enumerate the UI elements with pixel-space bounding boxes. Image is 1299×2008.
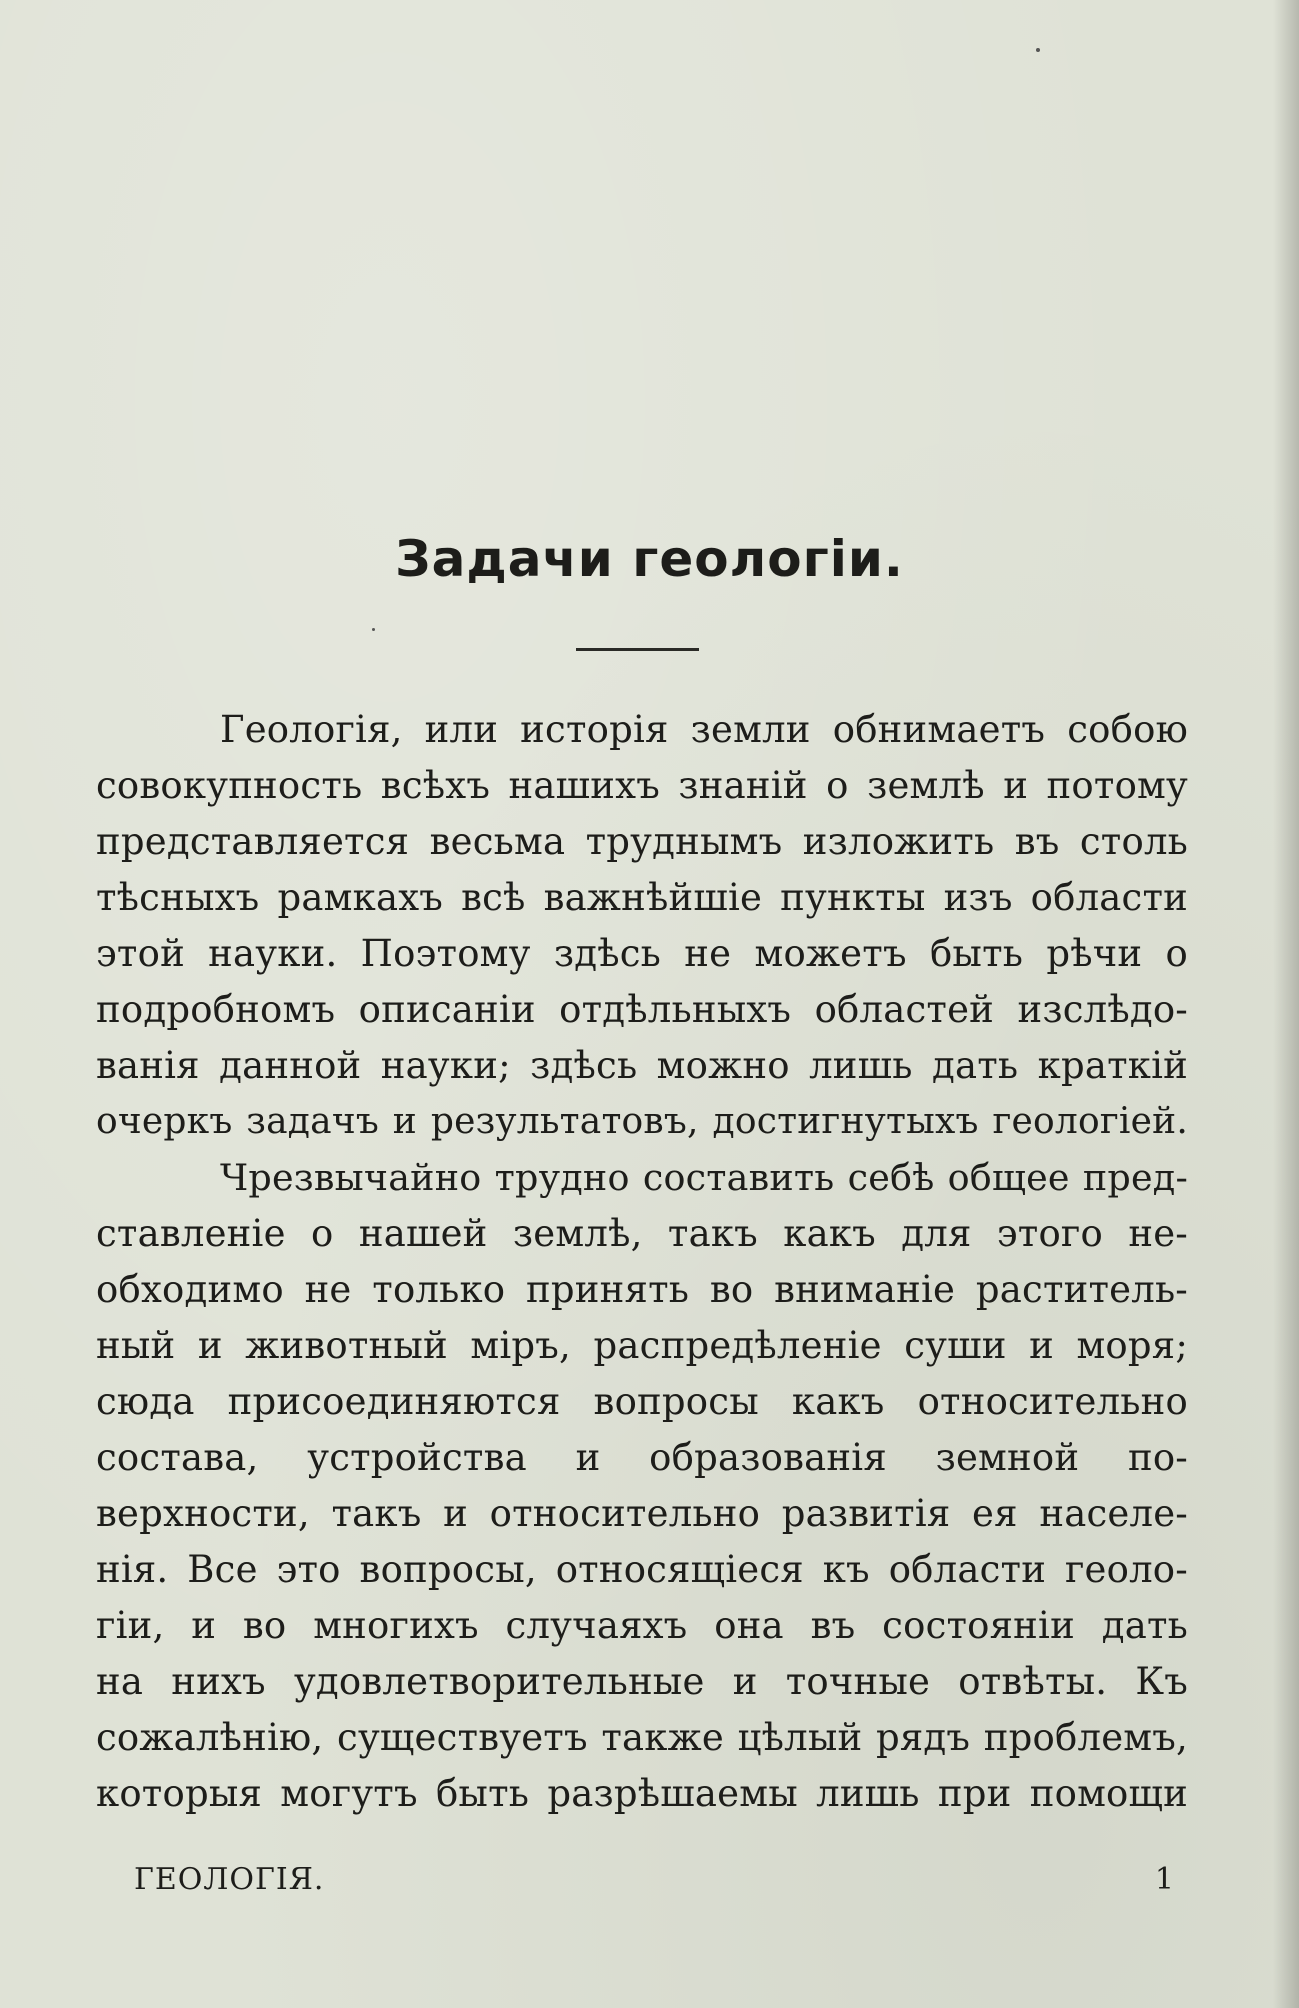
- text-line: сожалѣнію, существуетъ также цѣлый рядъ проблемъ,: [96, 1716, 1188, 1759]
- page-footer: [134, 1860, 1174, 1900]
- chapter-title: [0, 530, 1299, 588]
- text-line: на нихъ удовлетворительные и точные отвѣты. Къ: [96, 1660, 1188, 1703]
- paper-speck: [372, 628, 375, 631]
- text-line: представляется весьма труднымъ изложить въ столь: [96, 820, 1188, 863]
- body-text: [96, 702, 1188, 1822]
- text-line: состава, устройства и образованія земной по-: [96, 1436, 1188, 1479]
- text-line: тѣсныхъ рамкахъ всѣ важнѣйшіе пункты изъ области: [96, 876, 1188, 919]
- text-line: Чрезвычайно трудно составить себѣ общее пред-: [220, 1156, 1188, 1199]
- text-line: гіи, и во многихъ случаяхъ она въ состояніи дать: [96, 1604, 1188, 1647]
- title-rule: [576, 648, 699, 651]
- text-line: обходимо не только принять во вниманіе раститель-: [96, 1268, 1188, 1311]
- page-edge-shadow: [1273, 0, 1299, 2008]
- signature-mark: ГЕОЛОГІЯ.: [134, 1862, 325, 1897]
- paper-speck: [1036, 48, 1040, 52]
- chapter-title-text: Задачи геологіи.: [395, 530, 904, 588]
- text-line: очеркъ задачъ и результатовъ, достигнутыхъ геологіей.: [96, 1101, 1188, 1142]
- text-line: ный и животный міръ, распредѣленіе суши и моря;: [96, 1324, 1188, 1367]
- text-line: ванія данной науки; здѣсь можно лишь дать краткій: [96, 1044, 1188, 1087]
- text-line: этой науки. Поэтому здѣсь не можетъ быть рѣчи о: [96, 932, 1188, 975]
- page-number: 1: [1154, 1862, 1174, 1897]
- text-line: ставленіе о нашей землѣ, такъ какъ для этого не-: [96, 1212, 1188, 1255]
- text-line: верхности, такъ и относительно развитія ея населе-: [96, 1492, 1188, 1535]
- text-line: нія. Все это вопросы, относящіеся къ области геоло-: [96, 1548, 1188, 1591]
- text-line: совокупность всѣхъ нашихъ знаній о землѣ и потому: [96, 764, 1188, 807]
- text-line: Геологія, или исторія земли обнимаетъ собою: [220, 708, 1188, 751]
- text-line: сюда присоединяются вопросы какъ относительно: [96, 1380, 1188, 1423]
- text-line: которыя могутъ быть разрѣшаемы лишь при помощи: [96, 1772, 1188, 1815]
- text-line: подробномъ описаніи отдѣльныхъ областей изслѣдо-: [96, 988, 1188, 1031]
